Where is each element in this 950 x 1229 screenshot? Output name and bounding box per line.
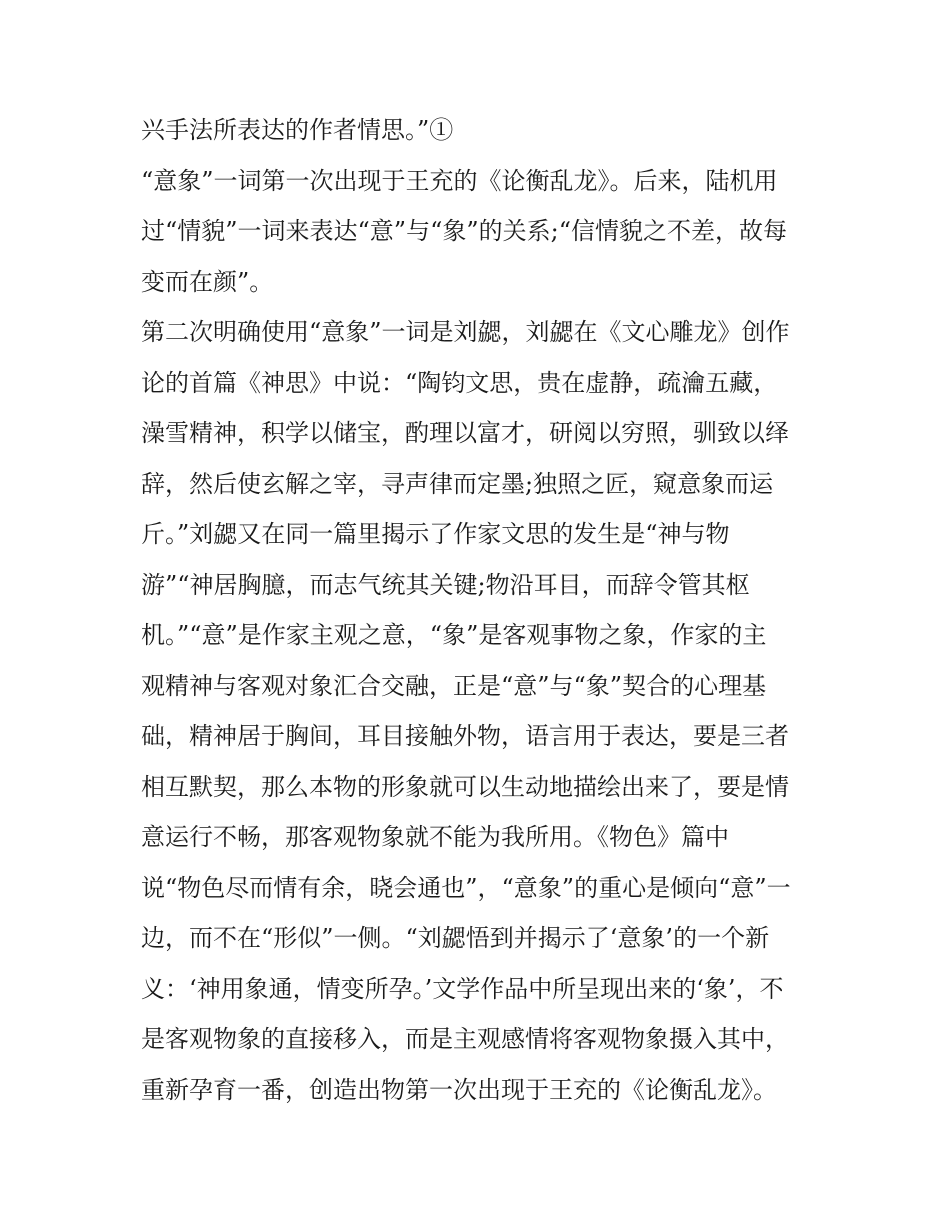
text-line-8: 辞，然后使玄解之宰，寻声律而定墨;独照之匠，窥意象而运 xyxy=(141,469,774,498)
text-line-19: 是客观物象的直接移入，而是主观感情将客观物象摄入其中， xyxy=(141,1025,789,1053)
text-line-11: 机。”“意”是作家主观之意，“象”是客观事物之象，作家的主 xyxy=(141,621,767,649)
text-line-4: 变而在颜”。 xyxy=(141,267,274,296)
text-line-1: 兴手法所表达的作者情思。”① xyxy=(141,116,454,144)
text-line-18: 义：‘神用象通，情变所孕。’文学作品中所呈现出来的‘象’，不 xyxy=(141,974,784,1003)
body-text xyxy=(141,112,831,1122)
text-line-17: 边，而不在“形似”一侧。“刘勰悟到并揭示了‘意象’的一个新 xyxy=(141,924,770,952)
text-line-15: 意运行不畅，那客观物象就不能为我所用。《物色》篇中 xyxy=(141,823,729,851)
text-line-14: 相互默契，那么本物的形象就可以生动地描绘出来了，要是情 xyxy=(141,772,789,801)
text-line-13: 础，精神居于胸间，耳目接触外物，语言用于表达，要是三者 xyxy=(141,722,789,750)
text-line-9: 斤。”刘勰又在同一篇里揭示了作家文思的发生是“神与物 xyxy=(141,520,730,548)
text-line-2: “意象”一词第一次出现于王充的《论衡乱龙》。后来，陆机用 xyxy=(141,166,778,195)
text-line-3: 过“情貌”一词来表达“意”与“象”的关系;“信情貌之不差，故每 xyxy=(141,217,787,245)
text-line-7: 澡雪精神，积学以储宝，酌理以富才，研阅以穷照，驯致以绎 xyxy=(141,419,789,447)
text-line-20: 重新孕育一番，创造出物第一次出现于王充的《论衡乱龙》。 xyxy=(141,1075,777,1104)
text-line-6: 论的首篇《神思》中说：“陶钧文思，贵在虚静，疏瀹五藏， xyxy=(141,368,778,397)
text-line-10: 游”“神居胸臆，而志气统其关键;物沿耳目，而辞令管其枢 xyxy=(141,570,750,599)
text-line-16: 说“物色尽而情有余，晓会通也”，“意象”的重心是倾向“意”一 xyxy=(141,873,791,902)
text-line-12: 观精神与客观对象汇合交融，正是“意”与“象”契合的心理基 xyxy=(141,671,767,700)
text-line-5: 第二次明确使用“意象”一词是刘勰，刘勰在《文心雕龙》创作 xyxy=(141,318,790,346)
